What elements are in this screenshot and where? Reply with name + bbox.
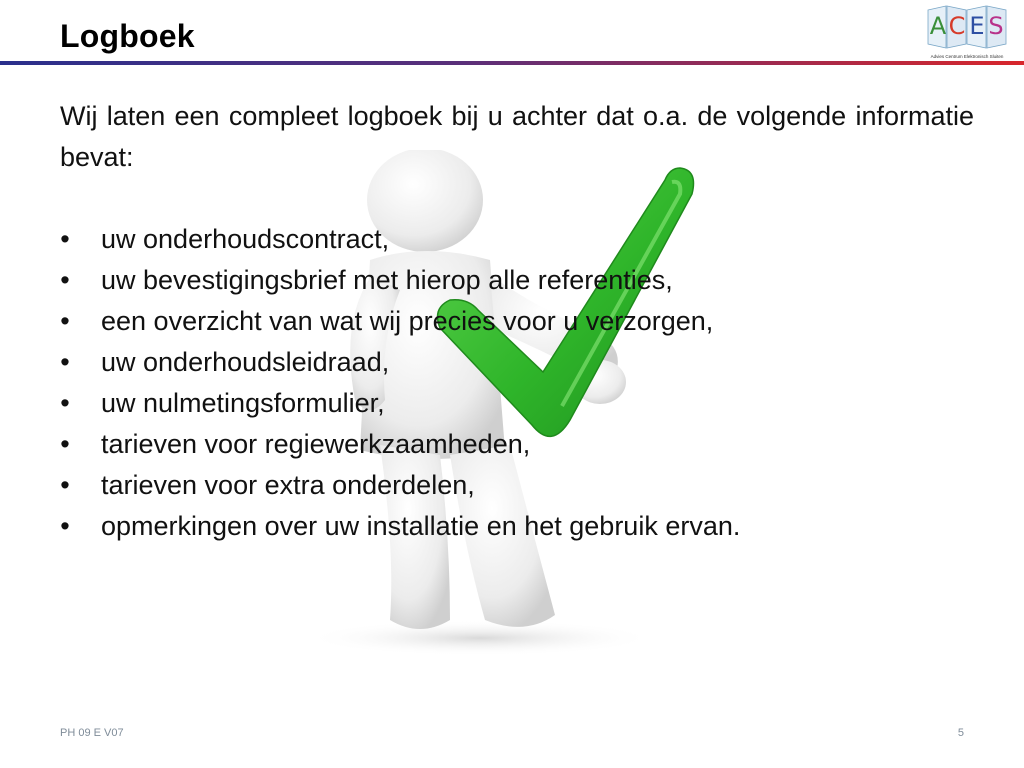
list-item-text: uw nulmetingsformulier,: [101, 388, 385, 418]
list-item: [60, 342, 974, 383]
slide-title: Logboek: [60, 18, 195, 54]
list-item: [60, 383, 974, 424]
list-item: [60, 219, 974, 260]
bullet-icon: •: [60, 429, 70, 459]
slide-body: [60, 96, 974, 547]
bullet-list: [60, 219, 974, 547]
list-item-text: een overzicht van wat wij precies voor u verzorgen,: [101, 306, 714, 336]
logo-tagline: Advies Centrum Elektronisch Sluiten: [930, 54, 1004, 59]
bullet-icon: •: [60, 224, 70, 254]
list-item-text: uw bevestigingsbrief met hierop alle referenties,: [101, 265, 673, 295]
bullet-icon: •: [60, 470, 70, 500]
logo-letter-a: A: [929, 12, 947, 40]
list-item-text: tarieven voor regiewerkzaamheden,: [101, 429, 531, 459]
bullet-icon: •: [60, 347, 70, 377]
list-item-text: uw onderhoudsleidraad,: [101, 347, 390, 377]
aces-logo: [923, 2, 1011, 62]
bullet-icon: •: [60, 265, 70, 295]
logo-letter-e: E: [969, 12, 985, 40]
list-item: [60, 465, 974, 506]
bullet-icon: •: [60, 388, 70, 418]
list-item: [60, 260, 974, 301]
intro-text: Wij laten een compleet logboek bij u achter dat o.a. de volgende informatie bevat:: [60, 101, 974, 172]
list-item: [60, 301, 974, 342]
list-item: [60, 424, 974, 465]
bullet-icon: •: [60, 511, 70, 541]
logo-letter-c: C: [948, 12, 966, 40]
header-rule: [0, 61, 1024, 65]
list-item-text: tarieven voor extra onderdelen,: [101, 470, 475, 500]
logo-letter-s: S: [988, 12, 1004, 40]
bullet-icon: •: [60, 306, 70, 336]
list-item-text: uw onderhoudscontract,: [101, 224, 390, 254]
footer-code: PH 09 E V07: [60, 727, 124, 739]
list-item: [60, 506, 974, 547]
page-number: 5: [957, 727, 964, 739]
list-item-text: opmerkingen over uw installatie en het gebruik ervan.: [101, 511, 741, 541]
